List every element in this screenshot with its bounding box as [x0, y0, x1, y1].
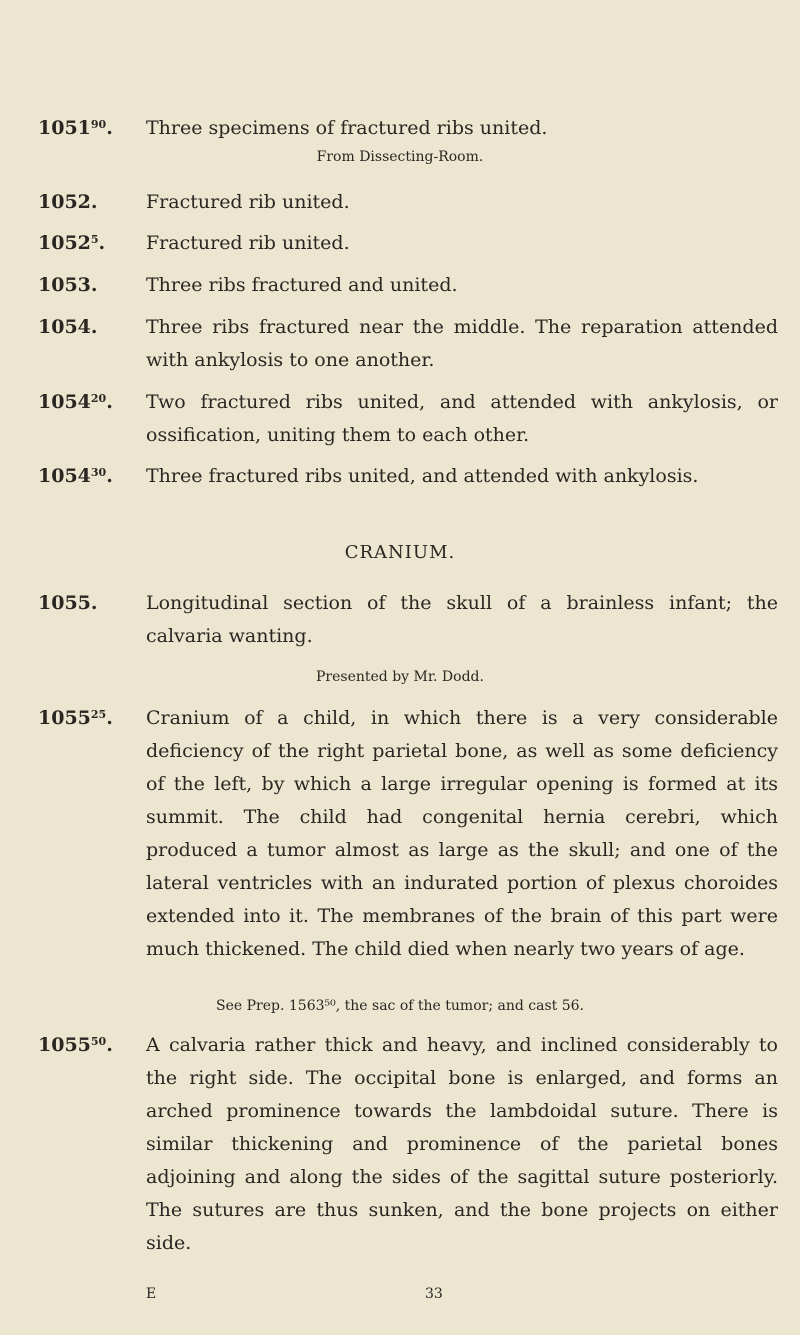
entry-1054-30: [38, 460, 778, 493]
entry-number: 1054$^{20}$.: [38, 391, 113, 413]
entry-1055: [38, 587, 778, 653]
page-number: 33: [425, 1286, 443, 1302]
entry-1052-5: [38, 227, 778, 260]
entry-number: 1053.: [38, 274, 98, 296]
note-from-dissecting-room: From Dissecting-Room.: [316, 149, 484, 165]
entry-text: Fractured rib united.: [146, 191, 350, 213]
entry-text: A calvaria rather thick and heavy, and inclined considerably to the right side. The occipital bone is enlarged, and forms an arched prominence towards the lambdoidal suture. There is similar thickening and prominence of the parietal bones adjoining and along the sides of the sagittal suture posteriorly. The sutures are thus sunken, and the bone projects on either side.: [146, 1034, 778, 1254]
entry-number: 1052$^5$.: [38, 232, 106, 254]
entry-text: Fractured rib united.: [146, 232, 350, 254]
entry-1054-20: [38, 386, 778, 452]
entry-number: 1051$^{90}$.: [38, 117, 113, 139]
entry-text: Cranium of a child, in which there is a very considerable deficiency of the right parietal bone, as well as some deficiency of the left, by which a large irregular opening is formed at its summit. The child had congenital hernia cerebri, which produced a tumor almost as large as the skull; and one of the lateral ventricles with an indurated portion of plexus choroides extended into it. The membranes of the brain of this part were much thickened. The child died when nearly two years of age.: [146, 707, 778, 960]
section-heading-cranium: CRANIUM.: [344, 542, 456, 563]
entry-text: Three ribs fractured and united.: [146, 274, 458, 296]
note-presented-by: Presented by Mr. Dodd.: [316, 669, 484, 685]
entry-text: Three fractured ribs united, and attended with ankylosis.: [146, 465, 699, 487]
entry-text: Three specimens of fractured ribs united.: [146, 117, 548, 139]
entry-1055-50: [38, 1029, 778, 1260]
entry-number: 1055$^{25}$.: [38, 707, 113, 729]
signature-mark: E: [146, 1286, 157, 1302]
entry-number: 1055$^{50}$.: [38, 1034, 113, 1056]
entry-1053: [38, 269, 778, 302]
entry-1054: [38, 311, 778, 377]
entry-text: Two fractured ribs united, and attended with ankylosis, or ossification, uniting them to each other.: [146, 391, 778, 446]
entry-number: 1055.: [38, 592, 98, 614]
entry-number: 1054.: [38, 316, 98, 338]
entry-text: Three ribs fractured near the middle. The reparation attended with ankylosis to one another.: [146, 316, 778, 371]
entry-1055-25: [38, 702, 778, 966]
entry-1052: [38, 186, 778, 219]
note-see-prep: See Prep. 1563⁵⁰, the sac of the tumor; and cast 56.: [216, 998, 584, 1014]
entry-number: 1052.: [38, 191, 98, 213]
entry-1051-90: [38, 112, 778, 145]
entry-number: 1054$^{30}$.: [38, 465, 113, 487]
entry-text: Longitudinal section of the skull of a brainless infant; the calvaria wanting.: [146, 592, 778, 647]
